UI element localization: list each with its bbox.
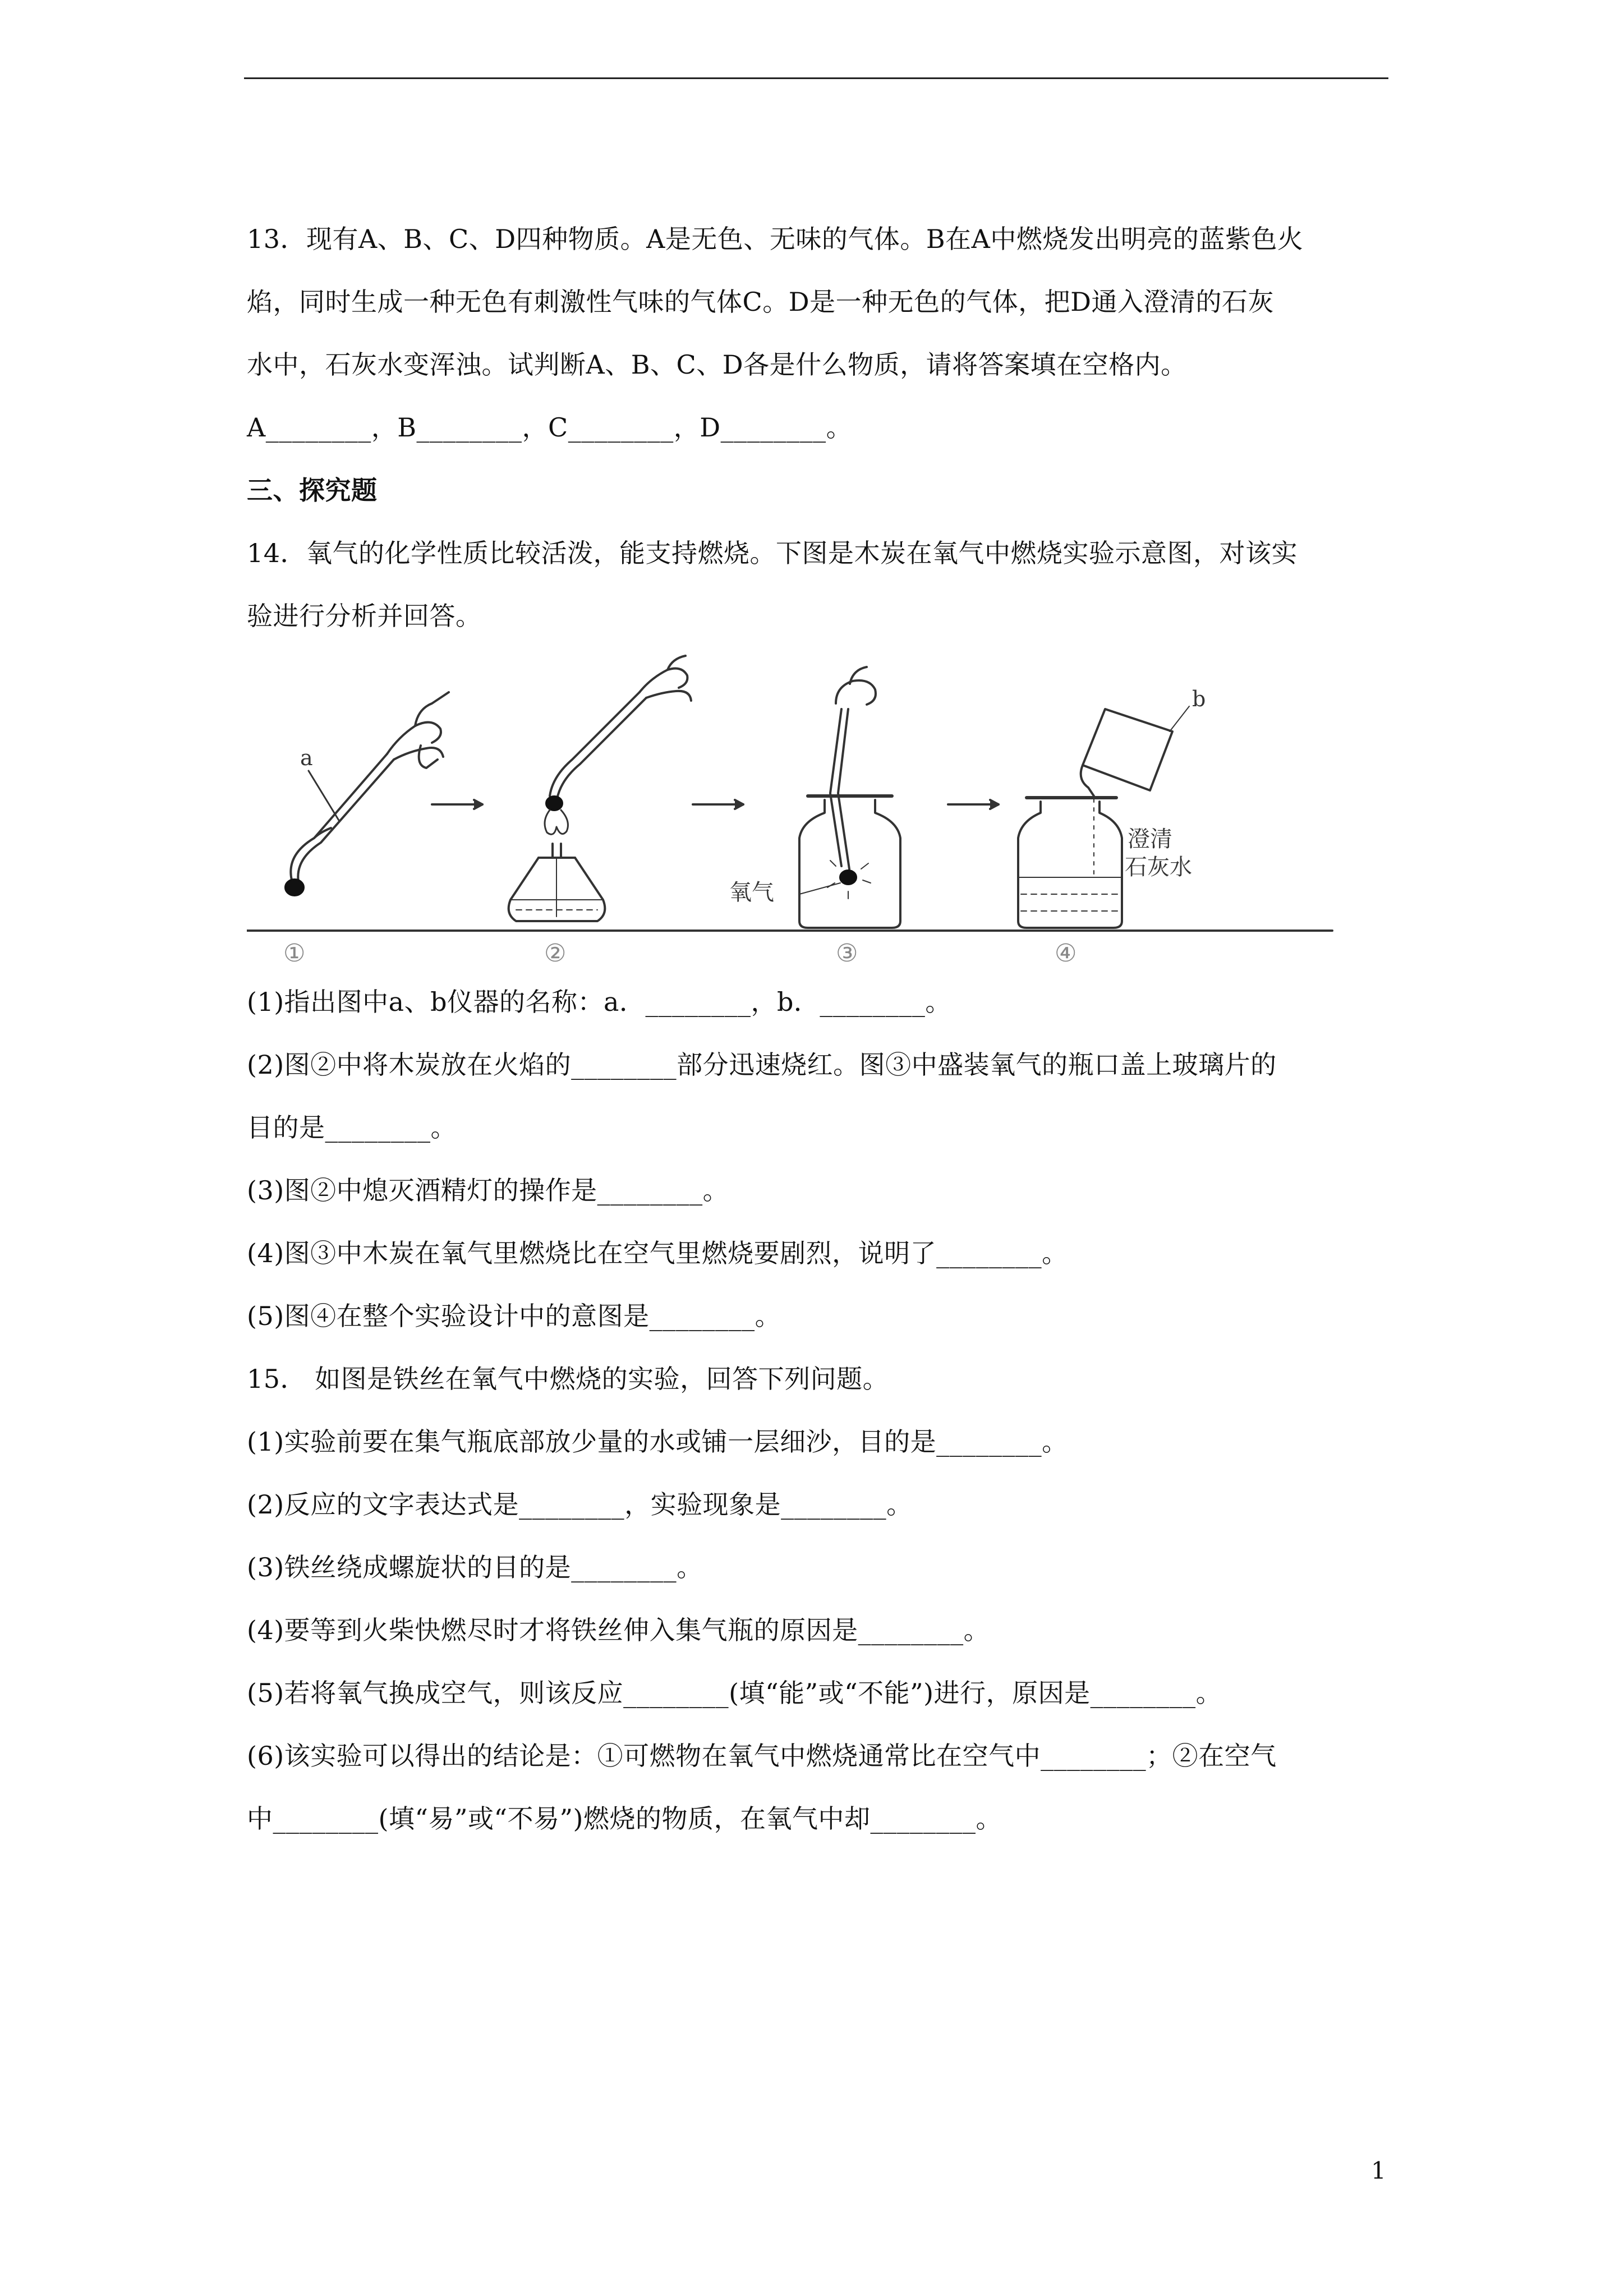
q14-part-2-line-1: (2)图②中将木炭放在火焰的________部分迅速烧红。图③中盛装氧气的瓶口盖上玻璃片的 xyxy=(247,1050,1277,1080)
tongs-with-charcoal-icon xyxy=(291,692,449,882)
q13-line-2: 焰，同时生成一种无色有刺激性气味的气体C。D是一种无色的气体，把D通入澄清的石灰 xyxy=(247,287,1274,317)
alcohol-lamp-icon xyxy=(509,810,605,921)
q15-part-6-line-2: 中________(填“易”或“不易”)燃烧的物质，在氧气中却________。 xyxy=(247,1803,1002,1834)
label-oxygen: 氧气 xyxy=(729,880,774,905)
label-b-leader xyxy=(1170,706,1189,731)
tongs-over-flame-icon xyxy=(550,656,691,799)
header-rule xyxy=(244,77,1388,79)
q13-line-1: 13．现有A、B、C、D四种物质。A是无色、无味的气体。B在A中燃烧发出明亮的蓝紫色火 xyxy=(247,224,1304,254)
q15-part-2: (2)反应的文字表达式是________，实验现象是________。 xyxy=(247,1489,913,1520)
q15-part-3: (3)铁丝绕成螺旋状的目的是________。 xyxy=(247,1552,703,1582)
q14-part-2-line-2: 目的是________。 xyxy=(247,1112,457,1143)
q14-part-3: (3)图②中熄灭酒精灯的操作是________。 xyxy=(247,1175,729,1205)
q14-line-2: 验进行分析并回答。 xyxy=(247,601,482,631)
section-title-inquiry: 三、探究题 xyxy=(247,475,378,505)
oxygen-label-leader xyxy=(799,883,840,894)
q14-part-4: (4)图③中木炭在氧气里燃烧比在空气里燃烧要剧烈，说明了________。 xyxy=(247,1238,1068,1268)
q13-answer-line: A________，B________，C________，D________。 xyxy=(247,412,853,443)
label-limewater-1: 澄清 xyxy=(1128,826,1172,852)
q15-intro: 15． 如图是铁丝在氧气中燃烧的实验，回答下列问题。 xyxy=(247,1364,889,1394)
step-2-label: ② xyxy=(544,939,567,967)
q15-part-5: (5)若将氧气换成空气，则该反应________(填“能”或“不能”)进行，原因是________。 xyxy=(247,1678,1222,1708)
charcoal-piece-1 xyxy=(286,880,303,895)
step-3-label: ③ xyxy=(836,939,858,967)
q14-line-1: 14．氧气的化学性质比较活泼，能支持燃烧。下图是木炭在氧气中燃烧实验示意图，对该实 xyxy=(247,538,1298,568)
q15-part-1: (1)实验前要在集气瓶底部放少量的水或铺一层细沙，目的是________。 xyxy=(247,1427,1068,1457)
charcoal-piece-2 xyxy=(546,797,562,810)
gas-jar-with-burning-charcoal-icon xyxy=(799,667,900,928)
step-1-label: ① xyxy=(283,939,306,967)
q14-part-1: (1)指出图中a、b仪器的名称：a．________，b．________。 xyxy=(247,987,951,1017)
q14-part-5: (5)图④在整个实验设计中的意图是________。 xyxy=(247,1301,781,1331)
burning-charcoal xyxy=(840,871,856,884)
charcoal-combustion-figure xyxy=(247,653,1391,967)
q15-part-4: (4)要等到火柴快燃尽时才将铁丝伸入集气瓶的原因是________。 xyxy=(247,1615,990,1645)
q13-line-3: 水中，石灰水变浑浊。试判断A、B、C、D各是什么物质，请将答案填在空格内。 xyxy=(247,349,1187,380)
experiment-diagram xyxy=(247,653,1391,967)
label-limewater-2: 石灰水 xyxy=(1125,854,1192,880)
q15-part-6-line-1: (6)该实验可以得出的结论是：①可燃物在氧气中燃烧通常比在空气中________；②在空气 xyxy=(247,1741,1277,1771)
page-number: 1 xyxy=(1371,2157,1386,2184)
label-b: b xyxy=(1192,687,1206,711)
label-a: a xyxy=(300,746,313,770)
step-4-label: ④ xyxy=(1055,939,1077,967)
beaker-pouring-limewater-icon xyxy=(1018,706,1189,928)
label-a-leader xyxy=(309,771,339,821)
document-body xyxy=(247,208,1391,1850)
